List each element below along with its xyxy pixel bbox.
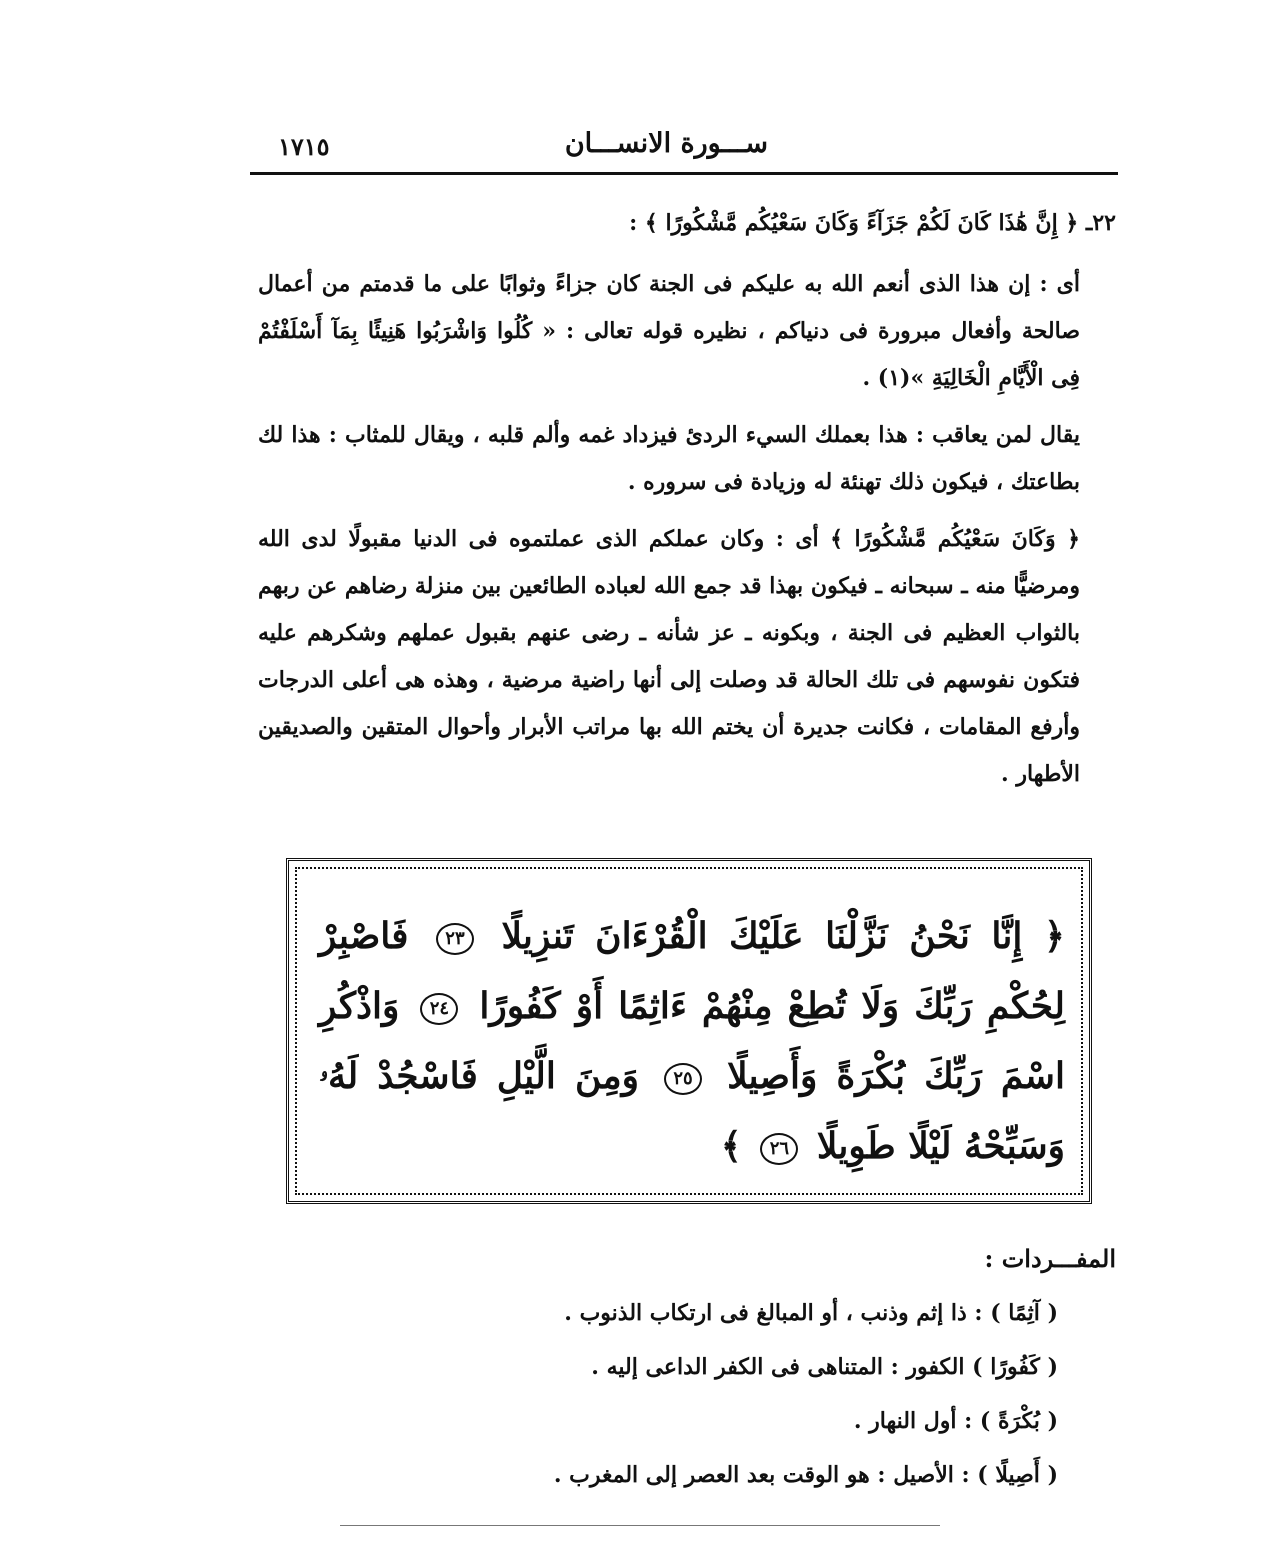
verse-23-text: إِنَّا نَحْنُ نَزَّلْنَا عَلَيْكَ الْقُرْءَانَ تَنزِيلًا <box>501 915 1023 957</box>
vocabulary-item: ( آثِمًا ) : ذا إثم وذنب ، أو المبالغ فى ارتكاب الذنوب . <box>564 1300 1058 1326</box>
ayah-number-24: ٢٤ <box>420 993 458 1025</box>
page-header <box>250 122 1118 172</box>
verse-open-bracket: ﴿ <box>1043 915 1065 957</box>
vocabulary-heading: المفـــردات : <box>984 1244 1116 1273</box>
surah-title: ســـورة الانســـان <box>564 128 768 159</box>
ayah-number-25: ٢٥ <box>664 1063 702 1095</box>
vocabulary-item: ( كَفُورًا ) الكفور : المتناهى فى الكفر الداعى إليه . <box>591 1354 1058 1380</box>
paragraph-3: ﴿ وَكَانَ سَعْيُكُم مَّشْكُورًا ﴾ أى : وكان عملكم الذى عملتموه فى الدنيا مقبولًا لدى الله ومرضيًّا منه ـ سبحانه ـ فيكون بهذا قد جمع الله لعباده الطائعين بين منزلة رضاهم عن ربهم بالثواب العظيم فى الجنة ، وبكونه ـ عز شأنه ـ رضى عنهم بقبول عملهم وشكرهم عليه فتكون نفوسهم فى تلك الحالة قد وصلت إلى أنها راضية مرضية ، وهذه هى أعلى الدرجات وأرفع المقامات ، فكانت جديرة أن يختم الله بها مراتب الأبرار وأحوال المتقين والصديقين الأطهار . <box>258 526 1080 787</box>
verse-close-bracket: ﴾ <box>720 1125 742 1167</box>
paragraph-1: أى : إن هذا الذى أنعم الله به عليكم فى الجنة كان جزاءً وثوابًا على ما قدمتم من أعمال صالحة وأفعال مبرورة فى دنياكم ، نظيره قوله تعالى : « كُلُوا وَاشْرَبُوا هَنِيئًا بِمَآ أَسْلَفْتُمْ فِى الْأَيَّامِ الْخَالِيَةِ »(١) . <box>258 271 1080 391</box>
ayah-number-26: ٢٦ <box>760 1133 798 1165</box>
verse-25-text: وَاذْكُرِ اسْمَ رَبِّكَ بُكْرَةً وَأَصِيلًا <box>319 985 1065 1097</box>
vocabulary-section <box>420 1232 1116 1502</box>
footer-divider <box>340 1525 940 1526</box>
paragraph-2: يقال لمن يعاقب : هذا بعملك السيء الردئ فيزداد غمه وألم قلبه ، ويقال للمثاب : هذا لك بطاعتك ، فيكون ذلك تهنئة له وزيادة فى سروره . <box>258 422 1080 495</box>
commentary-body <box>258 200 1116 808</box>
header-divider <box>250 172 1118 175</box>
page-number: ١٧١٥ <box>278 132 330 161</box>
verse-24-text: فَاصْبِرْ لِحُكْمِ رَبِّكَ وَلَا تُطِعْ مِنْهُمْ ءَاثِمًا أَوْ كَفُورًا <box>319 915 1065 1027</box>
ayah-number-23: ٢٣ <box>436 923 474 955</box>
verse-22-heading: ٢٢ـ ﴿ إِنَّ هَٰذَا كَانَ لَكُمْ جَزَآءً وَكَانَ سَعْيُكُم مَّشْكُورًا ﴾ : <box>629 210 1116 236</box>
verse-26-text: وَمِنَ الَّيْلِ فَاسْجُدْ لَهُۥ وَسَبِّحْهُ لَيْلًا طَوِيلًا <box>319 1055 1065 1167</box>
vocabulary-item: ( بُكْرَةً ) : أول النهار . <box>853 1408 1058 1434</box>
quran-verse-box <box>286 858 1092 1204</box>
vocabulary-item: ( أَصِيلًا ) : الأصيل : هو الوقت بعد العصر إلى المغرب . <box>553 1462 1058 1488</box>
quran-verses <box>319 901 1065 1181</box>
